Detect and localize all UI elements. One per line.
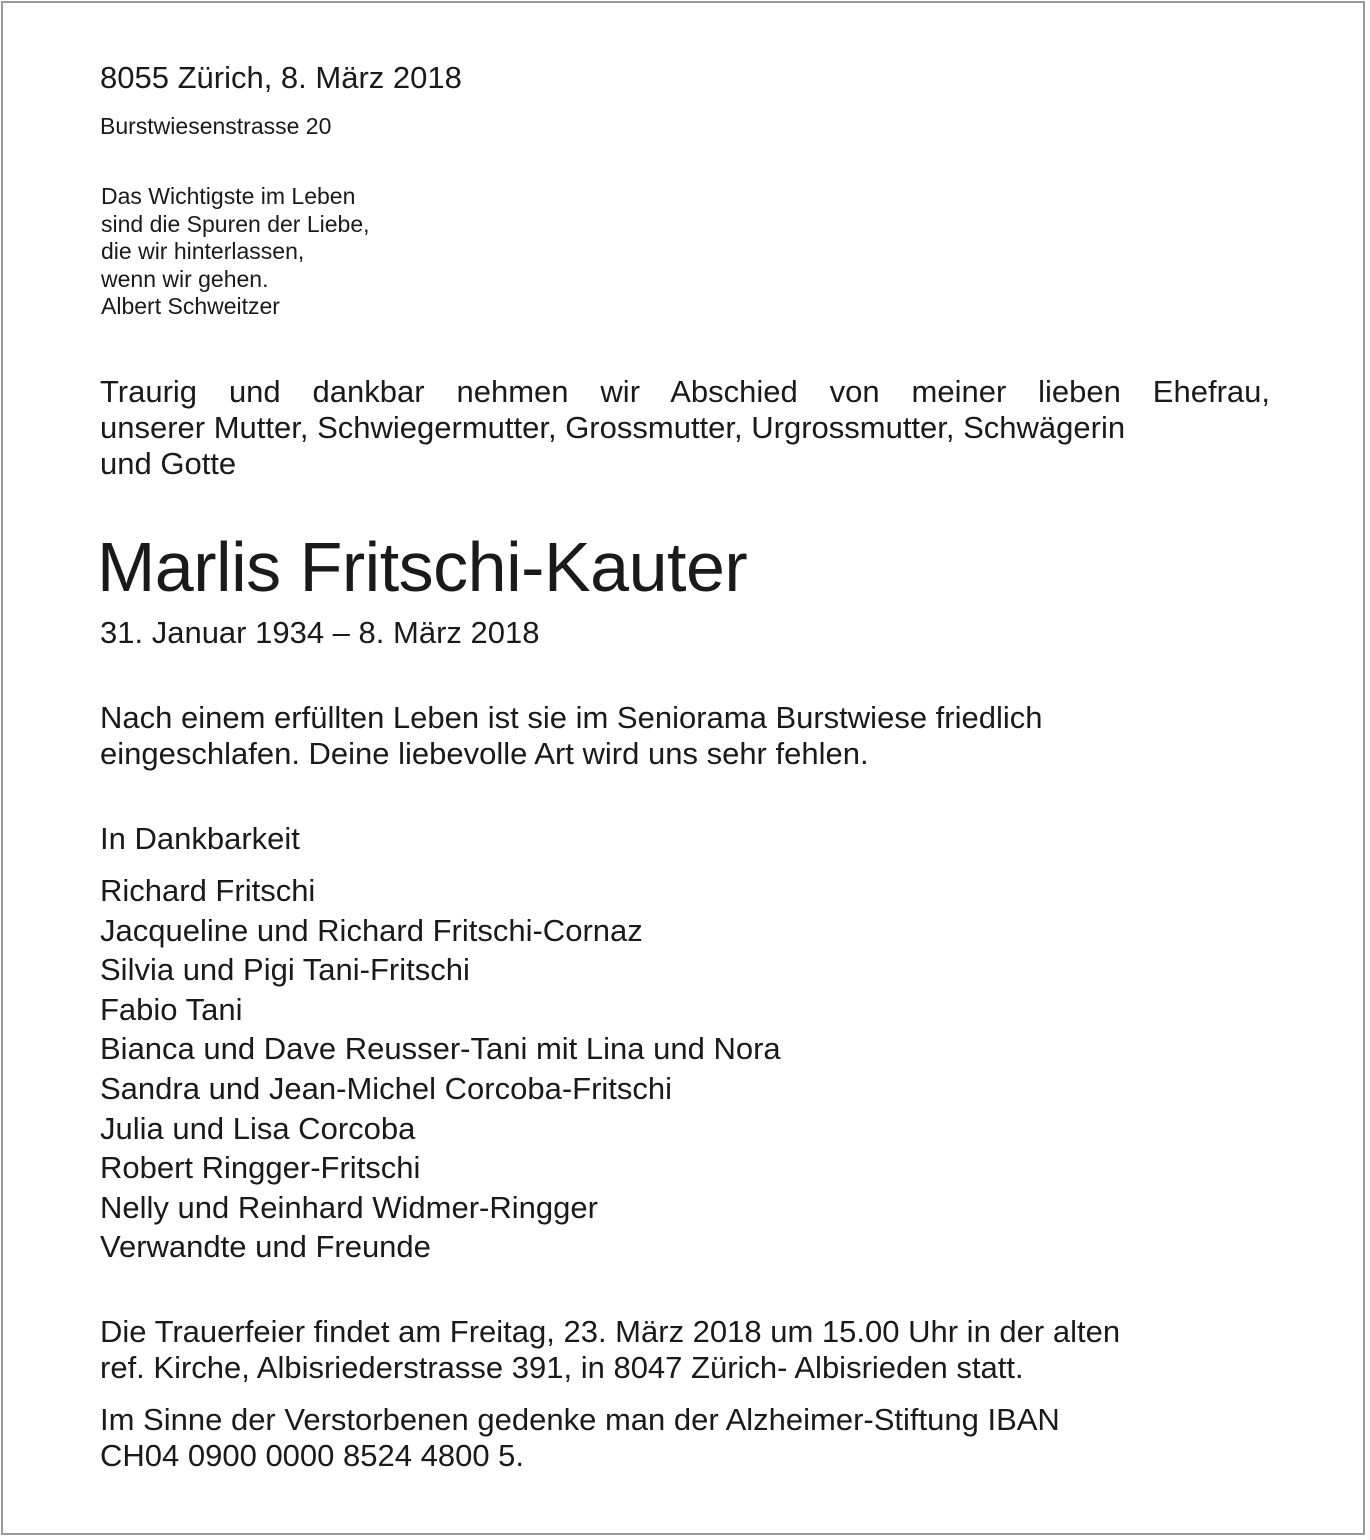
donation-line: CH04 0900 0000 8524 4800 5. — [100, 1438, 525, 1473]
intro-line: unserer Mutter, Schwiegermutter, Grossmutter, Urgrossmutter, Schwägerin — [100, 410, 1126, 445]
mourner-name: Jacqueline und Richard Fritschi-Cornaz — [100, 912, 643, 948]
quote-author: Albert Schweitzer — [101, 293, 280, 319]
intro-text — [100, 374, 1270, 482]
mourner-name: Fabio Tani — [100, 991, 243, 1027]
mourner-name: Bianca und Dave Reusser-Tani mit Lina und Nora — [100, 1031, 781, 1067]
mourner-name: Julia und Lisa Corcoba — [100, 1110, 416, 1146]
intro-line: und Gotte — [100, 446, 237, 481]
donation-notice — [100, 1402, 1060, 1474]
mourner-name: Silvia und Pigi Tani-Fritschi — [100, 952, 470, 988]
funeral-line: Die Trauerfeier findet am Freitag, 23. März 2018 um 15.00 Uhr in der alten — [100, 1314, 1121, 1349]
deceased-name: Marlis Fritschi-Kauter — [97, 528, 748, 606]
lifespan: 31. Januar 1934 – 8. März 2018 — [100, 615, 540, 650]
mourner-name: Nelly und Reinhard Widmer-Ringger — [100, 1189, 598, 1225]
mourner-name: Robert Ringger-Fritschi — [100, 1150, 421, 1186]
message-line: Nach einem erfüllten Leben ist sie im Seniorama Burstwiese friedlich — [100, 700, 1043, 735]
quote-line: wenn wir gehen. — [101, 265, 269, 292]
mourner-name: Verwandte und Freunde — [100, 1229, 431, 1265]
message-line: eingeschlafen. Deine liebevolle Art wird uns sehr fehlen. — [100, 736, 869, 771]
quote-block — [101, 183, 370, 321]
donation-line: Im Sinne der Verstorbenen gedenke man der Alzheimer-Stiftung IBAN — [100, 1402, 1060, 1437]
street-address: Burstwiesenstrasse 20 — [100, 113, 332, 139]
mourners-heading: In Dankbarkeit — [100, 821, 300, 856]
funeral-line: ref. Kirche, Albisriederstrasse 391, in 8047 Zürich- Albisrieden statt. — [100, 1350, 1024, 1385]
intro-line: Traurig und dankbar nehmen wir Abschied von meiner lieben Ehefrau, — [100, 374, 1270, 409]
message-text — [100, 700, 1043, 772]
quote-line: Das Wichtigste im Leben — [101, 183, 356, 209]
funeral-notice — [100, 1314, 1120, 1386]
mourner-name: Sandra und Jean-Michel Corcoba-Fritschi — [100, 1070, 673, 1106]
mourner-name: Richard Fritschi — [100, 873, 316, 908]
quote-line: sind die Spuren der Liebe, — [101, 210, 370, 237]
city-date: 8055 Zürich, 8. März 2018 — [100, 60, 462, 95]
quote-line: die wir hinterlassen, — [101, 238, 305, 264]
mourners-list — [100, 871, 781, 1267]
